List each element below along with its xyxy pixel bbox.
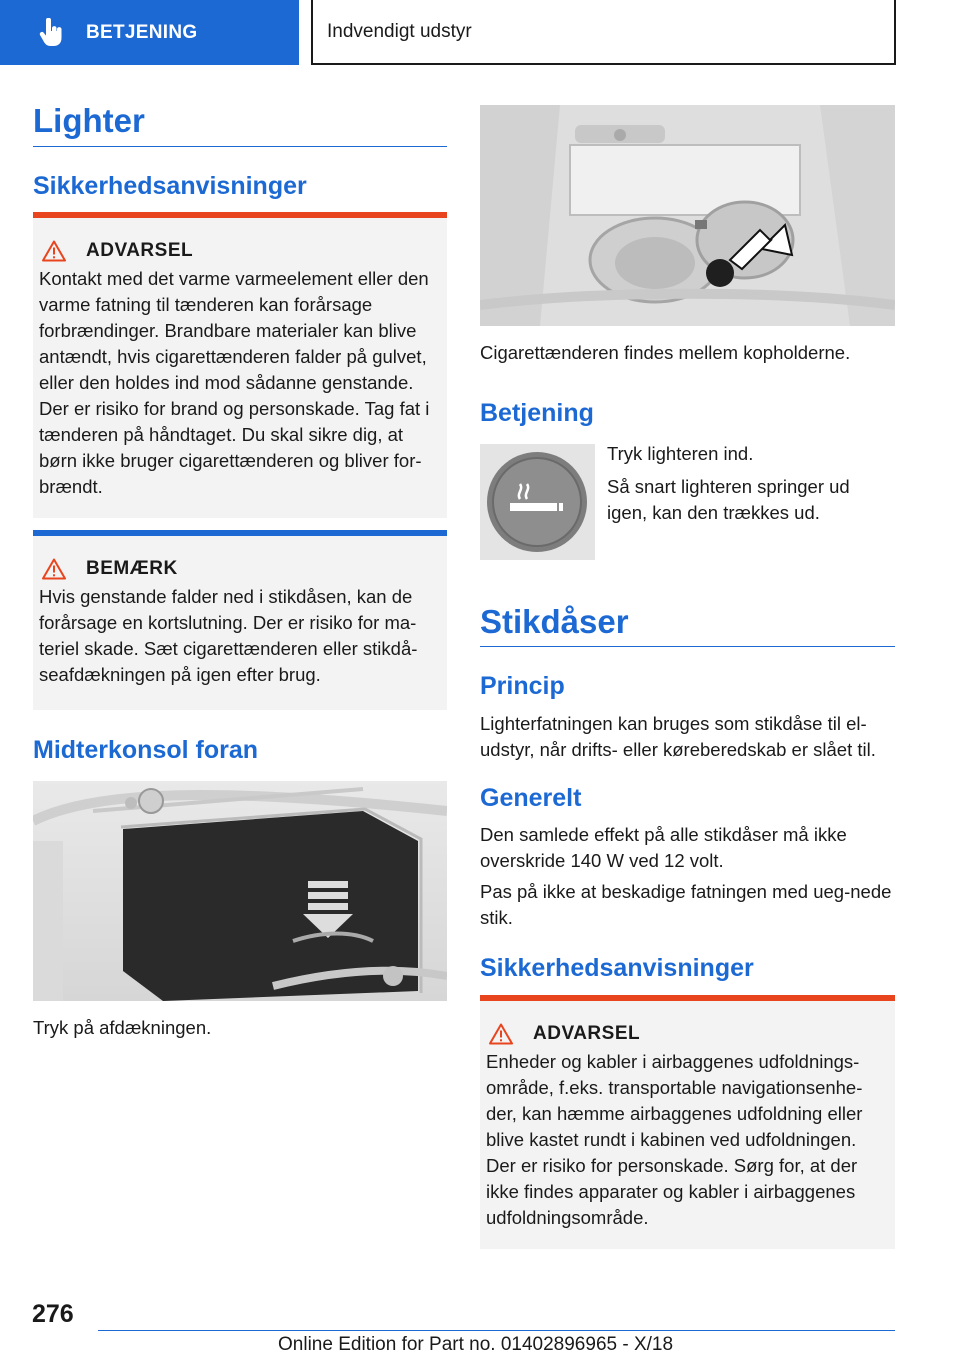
warning-header: [42, 240, 447, 262]
console-cover-photo: [33, 781, 447, 1001]
page-title-sockets: Stikdåser: [480, 603, 629, 640]
warning-label: ADVARSEL: [86, 240, 194, 261]
footer-rule: [98, 1330, 895, 1331]
heading-principle: Princip: [480, 672, 565, 700]
lighter-button-photo: [480, 444, 595, 560]
warning-box-sockets: [480, 995, 895, 1249]
heading-safety-right: Sikkerhedsanvisninger: [480, 954, 754, 982]
heading-console: Midterkonsol foran: [33, 736, 259, 764]
page-title-lighter: Lighter: [33, 102, 145, 139]
operation-text-2: Så snart lighteren springer ud igen, kan den trækkes ud.: [607, 476, 850, 523]
hand-pointer-icon: [38, 18, 64, 48]
warning-label: ADVARSEL: [533, 1023, 641, 1044]
notice-label: BEMÆRK: [86, 558, 178, 579]
warning-triangle-icon: [42, 240, 66, 262]
warning-bar: [480, 995, 895, 1001]
general-text-2: Pas på ikke at beskadige fatningen med ueg-nede stik.: [480, 881, 892, 928]
general-text-1: Den samlede effekt på alle stikdåser må ikke overskride 140 W ved 12 volt.: [480, 824, 847, 871]
notice-header: [42, 558, 447, 580]
footer-edition: Online Edition for Part no. 01402896965 - X/18: [278, 1334, 674, 1355]
sockets-rule: [480, 646, 895, 647]
chapter-tab-label: Indvendigt udstyr: [327, 20, 472, 42]
operation-text-1: Tryk lighteren ind.: [607, 443, 754, 464]
cupholder-lighter-photo: [480, 105, 895, 326]
cupholder-caption: Cigarettænderen findes mellem kopholderne.: [480, 342, 851, 363]
warning-bar: [33, 212, 447, 218]
title-rule: [33, 146, 447, 147]
warning-box-lighter: [33, 212, 447, 518]
notice-box-lighter: [33, 530, 447, 710]
warning-triangle-icon: [489, 1023, 513, 1045]
notice-bar: [33, 530, 447, 536]
principle-text: Lighterfatningen kan bruges som stikdåse til el-udstyr, når drifts- eller køreberedskab er slået til.: [480, 713, 876, 760]
warning-text: Kontakt med det varme varmeelement eller den varme fatning til tænderen kan forårsage forbrændinger. Brandbare materialer kan blive antændt, hvis cigarettænderen falder på gulvet, eller den holdes ind mod sådanne genstande. Der er risiko for brand og personskade. Tag fat i tænderen på håndtaget. Du skal sikre dig, at børn ikke bruger cigarettænderen og bliver for-brændt.: [39, 268, 430, 497]
heading-operation: Betjening: [480, 399, 594, 427]
chapter-tab-indvendigt-udstyr[interactable]: [311, 0, 896, 65]
heading-general: Generelt: [480, 784, 582, 812]
warning-triangle-icon: [42, 558, 66, 580]
heading-safety-left: Sikkerhedsanvisninger: [33, 172, 307, 200]
warning-text: Enheder og kabler i airbaggenes udfoldnings-område, f.eks. transportable navigationsenhe-der, kan hæmme airbaggenes udfoldning eller blive kastet rundt i kabinen ved udfoldningen. Der er risiko for personskade. Sørg for, at der ikke findes apparater og kabler i airbaggenes udfoldningsområde.: [486, 1051, 863, 1228]
notice-text: Hvis genstande falder ned i stikdåsen, kan de forårsage en kortslutning. Der er risiko for ma-teriel skade. Sæt cigarettænderen eller stikdå-seafdækningen på igen efter brug.: [39, 586, 418, 685]
console-caption: Tryk på afdækningen.: [33, 1017, 212, 1038]
warning-header: [489, 1023, 895, 1045]
section-tab-betjening[interactable]: [0, 0, 299, 65]
section-tab-label: BETJENING: [86, 21, 198, 43]
page-number: 276: [32, 1300, 74, 1328]
